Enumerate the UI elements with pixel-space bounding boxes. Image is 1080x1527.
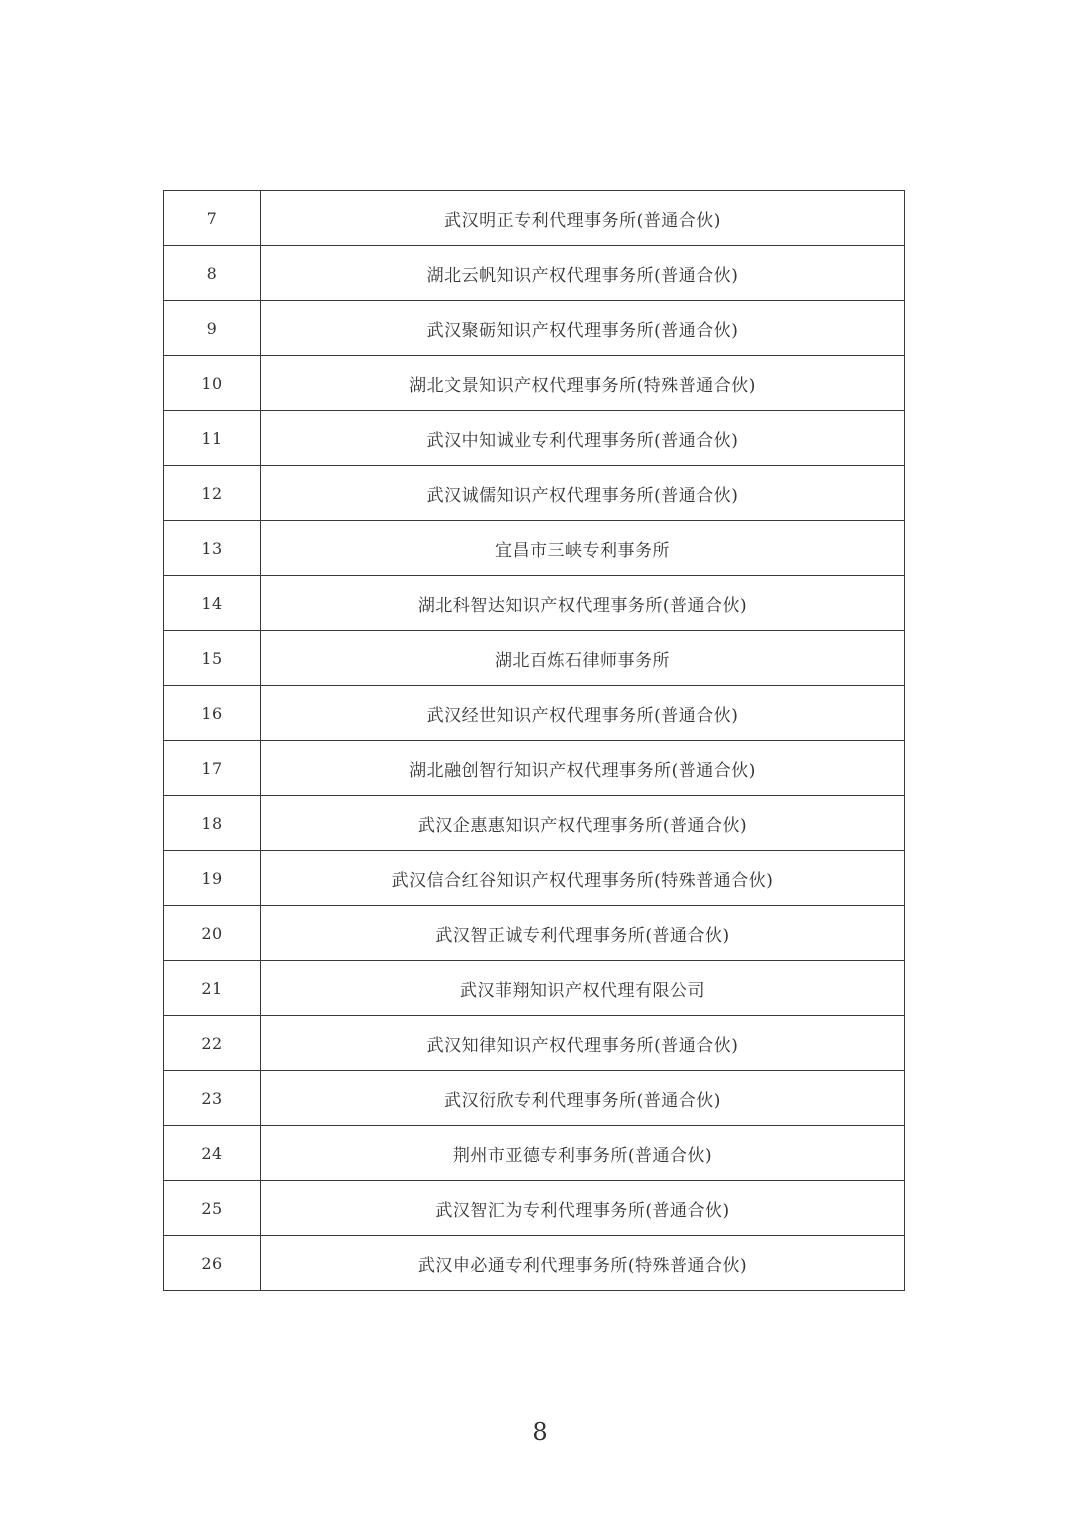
row-number: 9 bbox=[164, 301, 261, 356]
row-number: 16 bbox=[164, 686, 261, 741]
agency-name: 武汉经世知识产权代理事务所(普通合伙) bbox=[261, 686, 905, 741]
agency-name: 湖北融创智行知识产权代理事务所(普通合伙) bbox=[261, 741, 905, 796]
agency-name: 武汉中知诚业专利代理事务所(普通合伙) bbox=[261, 411, 905, 466]
table-row bbox=[164, 631, 905, 686]
agency-name: 武汉智正诚专利代理事务所(普通合伙) bbox=[261, 906, 905, 961]
agency-name: 武汉菲翔知识产权代理有限公司 bbox=[261, 961, 905, 1016]
row-number: 7 bbox=[164, 191, 261, 246]
table-row bbox=[164, 356, 905, 411]
table-row bbox=[164, 1071, 905, 1126]
agency-name: 湖北云帆知识产权代理事务所(普通合伙) bbox=[261, 246, 905, 301]
table-row bbox=[164, 686, 905, 741]
row-number: 12 bbox=[164, 466, 261, 521]
agency-name: 荆州市亚德专利事务所(普通合伙) bbox=[261, 1126, 905, 1181]
row-number: 18 bbox=[164, 796, 261, 851]
table-row bbox=[164, 1236, 905, 1291]
table-row bbox=[164, 301, 905, 356]
agency-name: 武汉知律知识产权代理事务所(普通合伙) bbox=[261, 1016, 905, 1071]
agency-name: 武汉智汇为专利代理事务所(普通合伙) bbox=[261, 1181, 905, 1236]
row-number: 24 bbox=[164, 1126, 261, 1181]
table-row bbox=[164, 466, 905, 521]
agency-name: 宜昌市三峡专利事务所 bbox=[261, 521, 905, 576]
table-row bbox=[164, 741, 905, 796]
row-number: 22 bbox=[164, 1016, 261, 1071]
row-number: 26 bbox=[164, 1236, 261, 1291]
row-number: 23 bbox=[164, 1071, 261, 1126]
row-number: 15 bbox=[164, 631, 261, 686]
agency-name: 武汉聚砺知识产权代理事务所(普通合伙) bbox=[261, 301, 905, 356]
row-number: 19 bbox=[164, 851, 261, 906]
page-number: 8 bbox=[532, 1418, 548, 1446]
table-row bbox=[164, 1126, 905, 1181]
agency-name: 湖北科智达知识产权代理事务所(普通合伙) bbox=[261, 576, 905, 631]
agency-table-body bbox=[164, 191, 905, 1291]
row-number: 25 bbox=[164, 1181, 261, 1236]
table-row bbox=[164, 1181, 905, 1236]
row-number: 10 bbox=[164, 356, 261, 411]
table-row bbox=[164, 1016, 905, 1071]
table-row bbox=[164, 851, 905, 906]
table-row bbox=[164, 961, 905, 1016]
table-row bbox=[164, 246, 905, 301]
row-number: 21 bbox=[164, 961, 261, 1016]
agency-name: 湖北百炼石律师事务所 bbox=[261, 631, 905, 686]
table-row bbox=[164, 411, 905, 466]
agency-name: 武汉明正专利代理事务所(普通合伙) bbox=[261, 191, 905, 246]
table-row bbox=[164, 576, 905, 631]
agency-name: 武汉衍欣专利代理事务所(普通合伙) bbox=[261, 1071, 905, 1126]
row-number: 8 bbox=[164, 246, 261, 301]
row-number: 14 bbox=[164, 576, 261, 631]
agency-name: 武汉信合红谷知识产权代理事务所(特殊普通合伙) bbox=[261, 851, 905, 906]
agency-name: 湖北文景知识产权代理事务所(特殊普通合伙) bbox=[261, 356, 905, 411]
agency-name: 武汉企惠惠知识产权代理事务所(普通合伙) bbox=[261, 796, 905, 851]
row-number: 11 bbox=[164, 411, 261, 466]
row-number: 20 bbox=[164, 906, 261, 961]
table-row bbox=[164, 191, 905, 246]
table-row bbox=[164, 796, 905, 851]
agency-table bbox=[163, 190, 905, 1291]
row-number: 17 bbox=[164, 741, 261, 796]
agency-name: 武汉申必通专利代理事务所(特殊普通合伙) bbox=[261, 1236, 905, 1291]
agency-name: 武汉诚儒知识产权代理事务所(普通合伙) bbox=[261, 466, 905, 521]
table-row bbox=[164, 906, 905, 961]
table-row bbox=[164, 521, 905, 576]
row-number: 13 bbox=[164, 521, 261, 576]
